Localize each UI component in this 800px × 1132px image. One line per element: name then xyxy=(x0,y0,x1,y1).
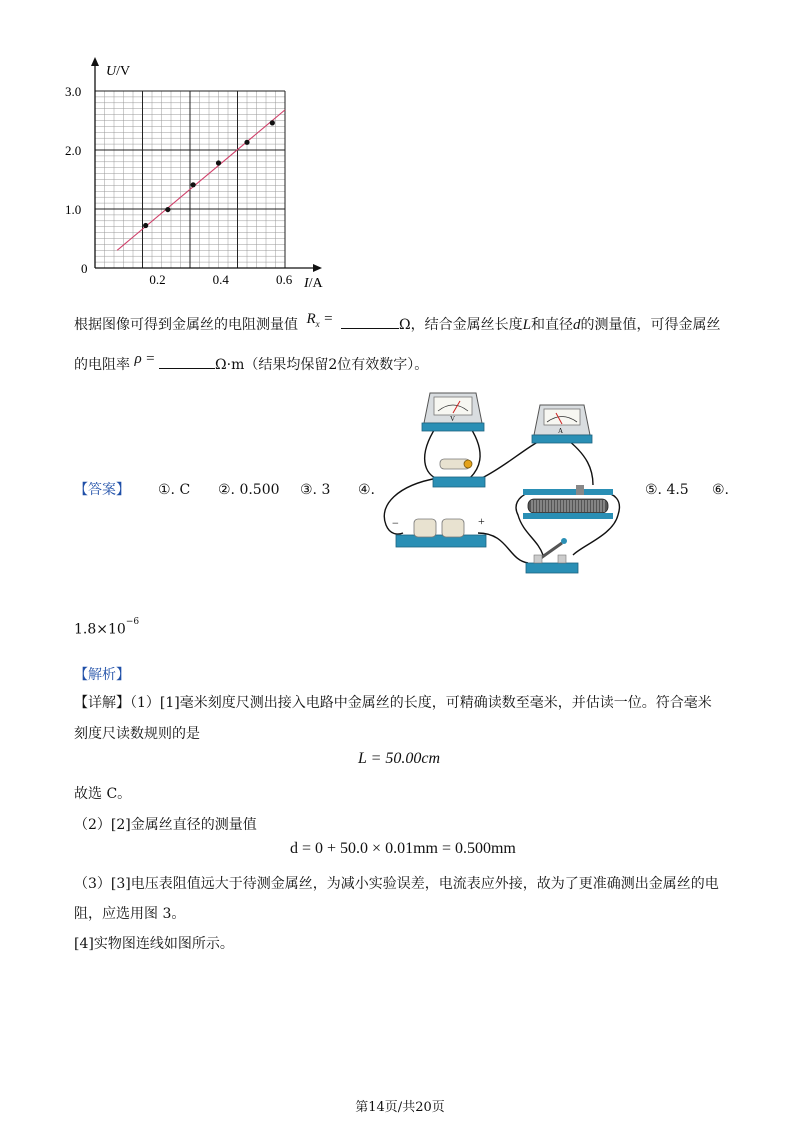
length-symbol: L xyxy=(522,317,531,333)
x-axis-quantity: I xyxy=(304,276,309,291)
analysis-part-3-line-2: 阻，应选用图 3。 xyxy=(74,906,186,922)
battery-box xyxy=(392,514,486,547)
rho-answer-blank[interactable] xyxy=(159,354,215,369)
y-axis-label xyxy=(106,64,130,79)
x-axis-label xyxy=(303,276,324,291)
answer-label: 【答案】 xyxy=(74,482,130,498)
answer-6-value: $1.8\times 10^{-6}$ xyxy=(74,617,140,638)
circuit-diagram xyxy=(378,385,640,580)
voltmeter xyxy=(422,393,484,431)
x-tick-label: 0.4 xyxy=(212,272,229,287)
ammeter xyxy=(532,405,592,443)
analysis-detail-1: 【详解】（1）[1]毫米刻度尺测出接入电路中金属丝的长度，可精确读数至毫米，并估读一位。符合毫米 xyxy=(74,695,712,711)
rx-symbol: $R_x$ xyxy=(306,311,320,329)
answer-3: ③. 3 xyxy=(300,482,331,498)
answer-6: ⑥. xyxy=(712,482,730,498)
data-point xyxy=(143,223,148,228)
question-text: 根据图像可得到金属丝的电阻测量值 xyxy=(74,317,298,333)
y-tick-label: 2.0 xyxy=(65,143,82,158)
battery-plus-label: + xyxy=(478,514,485,528)
battery-minus-label: − xyxy=(392,516,399,530)
equation-diameter: d = 0 + 50.0 × 0.01mm = 0.500mm xyxy=(290,840,516,857)
answer-1: ①. C xyxy=(158,482,191,498)
analysis-part-2: （2）[2]金属丝直径的测量值 xyxy=(74,817,257,833)
x-axis-unit: /A xyxy=(308,276,323,291)
ammeter-label: A xyxy=(558,427,564,435)
equation-length: L = 50.00cm xyxy=(358,750,441,767)
data-point xyxy=(165,207,170,212)
analysis-part-4: [4]实物图连线如图所示。 xyxy=(74,936,234,952)
analysis-label: 【解析】 xyxy=(74,667,130,683)
rheostat xyxy=(523,485,613,519)
diameter-symbol: d xyxy=(572,317,581,333)
answer-5: ⑤. 4.5 xyxy=(645,482,689,498)
rho-symbol: ρ xyxy=(134,351,142,367)
rx-answer-blank[interactable] xyxy=(341,314,399,329)
data-point xyxy=(216,160,221,165)
y-tick-label: 1.0 xyxy=(65,202,82,217)
axes xyxy=(91,57,322,272)
y-tick-label: 3.0 xyxy=(65,84,82,99)
answer-4: ④. xyxy=(358,482,376,498)
answer-2: ②. 0.500 xyxy=(218,482,280,498)
switch xyxy=(526,538,578,573)
x-tick-label: 0.6 xyxy=(276,272,293,287)
data-point xyxy=(191,182,196,187)
analysis-choose: 故选 C。 xyxy=(74,786,132,802)
question-line-2: 的电阻率 ρ = Ω·m（结果均保留2位有效数字）。 xyxy=(74,351,429,373)
y-axis-quantity: U xyxy=(106,64,117,79)
analysis-part-3-line-1: （3）[3]电压表阻值远大于待测金属丝，为减小实验误差，电流表应外接，故为了更准确测出金属丝的电 xyxy=(74,876,719,892)
metal-wire-holder xyxy=(433,459,485,487)
u-i-chart xyxy=(60,55,340,295)
data-point xyxy=(270,120,275,125)
page-number: 第14页/共20页 xyxy=(355,1100,445,1115)
question-line-1: 根据图像可得到金属丝的电阻测量值 $R_x = \Omega$，结合金属丝长度L和直径d的测量值，可得金属丝 xyxy=(74,311,721,333)
equals-sign: = xyxy=(324,311,333,327)
voltmeter-label: V xyxy=(450,415,456,423)
data-point xyxy=(244,140,249,145)
y-axis-unit: /V xyxy=(116,64,131,79)
y-tick-label: 0 xyxy=(81,261,88,276)
analysis-detail-2: 刻度尺读数规则的是 xyxy=(74,726,200,742)
x-tick-label: 0.2 xyxy=(149,272,166,287)
